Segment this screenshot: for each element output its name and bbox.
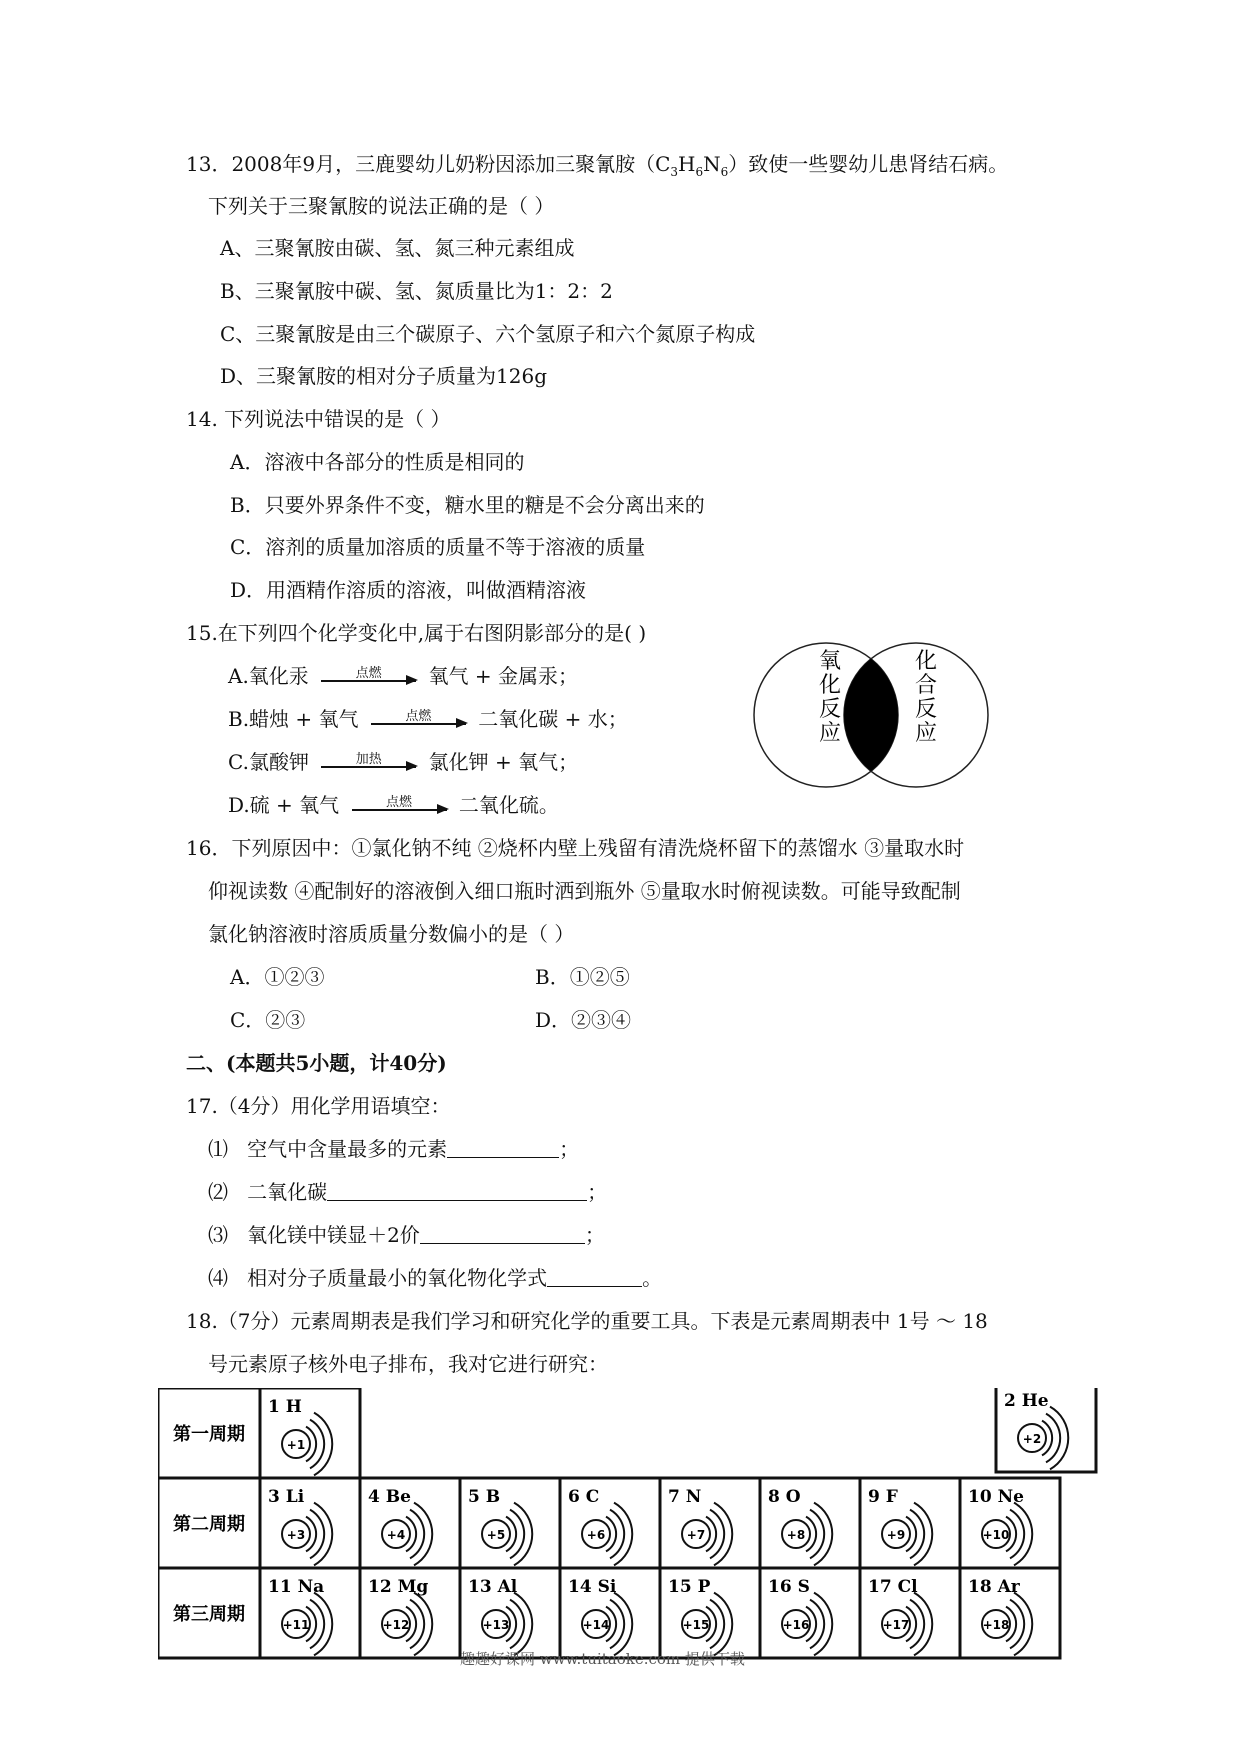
electron-shell-arc <box>906 1517 916 1552</box>
q15-option-b <box>228 705 628 733</box>
q17-end: ； <box>584 1223 605 1247</box>
electron-shell-arc <box>306 1517 316 1552</box>
element-cell <box>768 1577 832 1655</box>
element-cell <box>868 1487 932 1565</box>
q17-end: 。 <box>642 1266 663 1290</box>
element-symbol: 14 Si <box>568 1577 617 1597</box>
electron-shell-arc <box>406 1517 416 1552</box>
nuclear-charge: +18 <box>982 1618 1010 1632</box>
electron-shell-arc <box>706 1517 716 1552</box>
period-label: 第三周期 <box>173 1604 245 1625</box>
q15-a-right: 氧气 + 金属汞； <box>428 664 579 688</box>
nuclear-charge: +17 <box>882 1618 910 1632</box>
nuclear-charge: +2 <box>1022 1432 1042 1446</box>
element-cell <box>868 1577 932 1655</box>
element-symbol: 10 Ne <box>968 1487 1024 1507</box>
answer-blank[interactable] <box>420 1223 585 1244</box>
element-cell <box>568 1577 632 1655</box>
q15-option-c <box>228 748 578 776</box>
reaction-arrow <box>321 751 416 768</box>
q13-option-a: A、三聚氰胺由碳、氢、氮三种元素组成 <box>220 236 575 260</box>
q14-option-c: C．溶剂的质量加溶质的质量不等于溶液的质量 <box>230 535 646 559</box>
q16-line1: 16．下列原因中：①氯化钠不纯 ②烧杯内壁上残留有清洗烧杯留下的蒸馏水 ③量取水时 <box>186 836 965 860</box>
period-label: 第二周期 <box>173 1514 245 1535</box>
venn-left-label: 氧化反应 <box>818 649 842 746</box>
element-symbol: 17 Cl <box>868 1577 918 1597</box>
q17-text: 氧化镁中镁显＋2价 <box>247 1223 420 1247</box>
nuclear-charge: +1 <box>286 1438 306 1452</box>
nuclear-charge: +13 <box>482 1618 510 1632</box>
nuclear-charge: +11 <box>282 1618 310 1632</box>
q16-line2: 仰视读数 ④配制好的溶液倒入细口瓶时洒到瓶外 ⑤量取水时俯视读数。可能导致配制 <box>208 879 961 903</box>
q15-b-left: B.蜡烛 + 氧气 <box>228 707 359 731</box>
answer-blank[interactable] <box>547 1266 642 1287</box>
element-symbol: 15 P <box>668 1577 711 1597</box>
element-symbol: 16 S <box>768 1577 810 1597</box>
q15-stem: 15.在下列四个化学变化中,属于右图阴影部分的是( ) <box>186 621 647 645</box>
q15-c-cond: 加热 <box>355 751 382 767</box>
q14-option-b: B．只要外界条件不变，糖水里的糖是不会分离出来的 <box>230 493 705 517</box>
section-heading: 二、(本题共5小题，计40分) <box>186 1051 447 1075</box>
q13-option-b: B、三聚氰胺中碳、氢、氮质量比为1：2：2 <box>220 279 613 303</box>
nuclear-charge: +4 <box>386 1528 406 1542</box>
element-cell <box>468 1577 532 1655</box>
q13-line1 <box>186 150 1008 186</box>
q13-option-c: C、三聚氰胺是由三个碳原子、六个氢原子和六个氮原子构成 <box>220 322 756 346</box>
element-symbol: 4 Be <box>368 1487 411 1507</box>
nuclear-charge: +7 <box>686 1528 706 1542</box>
q17-item-1 <box>208 1135 579 1163</box>
q17-num: ⑶ <box>208 1223 228 1247</box>
electron-shell-arc <box>306 1427 316 1462</box>
element-cell <box>268 1577 332 1655</box>
q15-option-a <box>228 662 578 690</box>
q16-line3: 氯化钠溶液时溶质质量分数偏小的是（ ） <box>208 922 575 946</box>
element-symbol: 13 Al <box>468 1577 518 1597</box>
q17-item-3 <box>208 1221 605 1249</box>
nuclear-charge: +8 <box>786 1528 806 1542</box>
q15-a-left: A.氧化汞 <box>228 664 309 688</box>
element-symbol: 11 Na <box>268 1577 325 1597</box>
element-cell <box>568 1487 632 1565</box>
q15-d-left: D.硫 + 氧气 <box>228 793 340 817</box>
q17-item-2 <box>208 1178 607 1206</box>
q16-option-c: C．②③ <box>230 1008 306 1032</box>
q16-option-a: A．①②③ <box>230 965 325 989</box>
footer-watermark: 趣趣好课网 www.tuitaoke.com 提供下载 <box>460 1650 745 1668</box>
answer-blank[interactable] <box>447 1137 559 1158</box>
q15-a-cond: 点燃 <box>355 665 382 681</box>
element-cell <box>768 1487 832 1565</box>
nuclear-charge: +10 <box>982 1528 1010 1542</box>
nuclear-charge: +15 <box>682 1618 710 1632</box>
q15-b-cond: 点燃 <box>405 708 432 724</box>
element-symbol: 3 Li <box>268 1487 305 1507</box>
q17-item-4 <box>208 1264 662 1292</box>
q17-stem: 17.（4分）用化学用语填空： <box>186 1094 451 1118</box>
q14-stem: 14. 下列说法中错误的是（ ） <box>186 407 451 431</box>
q15-d-cond: 点燃 <box>386 794 413 810</box>
q14-option-d: D．用酒精作溶质的溶液，叫做酒精溶液 <box>230 578 587 602</box>
q15-option-d <box>228 791 559 819</box>
q16-option-d: D．②③④ <box>535 1008 632 1032</box>
reaction-arrow <box>371 708 466 725</box>
nuclear-charge: +9 <box>886 1528 906 1542</box>
q16-option-b: B．①②⑤ <box>535 965 630 989</box>
element-symbol: 5 B <box>468 1487 501 1507</box>
reaction-arrow <box>321 665 416 682</box>
q17-end: ； <box>587 1180 608 1204</box>
element-cell <box>668 1577 732 1655</box>
q17-text: 二氧化碳 <box>247 1180 328 1204</box>
element-symbol: 18 Ar <box>968 1577 1020 1597</box>
element-symbol: 6 C <box>568 1487 600 1507</box>
q18-line2: 号元素原子核外电子排布，我对它进行研究： <box>208 1352 608 1376</box>
electron-shell-arc <box>606 1517 616 1552</box>
element-symbol: 9 F <box>868 1487 898 1507</box>
element-symbol: 2 He <box>1004 1391 1049 1411</box>
q13-line2: 下列关于三聚氰胺的说法正确的是（ ） <box>208 194 555 218</box>
nuclear-charge: +14 <box>582 1618 610 1632</box>
element-symbol: 7 N <box>668 1487 702 1507</box>
element-cell <box>268 1397 332 1475</box>
electron-shell-arc <box>506 1517 516 1552</box>
element-cell <box>368 1577 432 1655</box>
q14-option-a: A．溶液中各部分的性质是相同的 <box>230 450 525 474</box>
element-cell <box>268 1487 332 1565</box>
element-symbol: 1 H <box>268 1397 302 1417</box>
answer-blank[interactable] <box>327 1180 587 1201</box>
q13-text-a: 13．2008年9月，三鹿婴幼儿奶粉因添加三聚氰胺$(C_3H_6N_6)$致使一些婴幼儿患肾结石病。 <box>186 152 1009 179</box>
q17-num: ⑷ <box>208 1266 228 1290</box>
element-cell <box>668 1487 732 1565</box>
element-symbol: 8 O <box>768 1487 801 1507</box>
period-label: 第一周期 <box>173 1424 245 1445</box>
venn-diagram <box>748 640 998 790</box>
electron-shell-arc <box>806 1517 816 1552</box>
element-cell <box>368 1487 432 1565</box>
q17-end: ； <box>559 1137 580 1161</box>
electron-shell-arc <box>1042 1421 1052 1456</box>
nuclear-charge: +16 <box>782 1618 810 1632</box>
element-cell <box>968 1577 1032 1655</box>
element-cell <box>1004 1391 1068 1469</box>
q17-text: 空气中含量最多的元素 <box>247 1137 448 1161</box>
nuclear-charge: +5 <box>486 1528 506 1542</box>
element-cell <box>468 1487 532 1565</box>
q18-line1: 18.（7分）元素周期表是我们学习和研究化学的重要工具。下表是元素周期表中 1号 ～ 18 <box>186 1309 988 1333</box>
nuclear-charge: +12 <box>382 1618 410 1632</box>
reaction-arrow <box>352 794 447 811</box>
periodic-table <box>158 1388 1106 1660</box>
q17-text: 相对分子质量最小的氧化物化学式 <box>247 1266 548 1290</box>
element-symbol: 12 Mg <box>368 1577 429 1597</box>
q15-b-right: 二氧化碳 + 水； <box>478 707 628 731</box>
q15-c-left: C.氯酸钾 <box>228 750 309 774</box>
element-cell <box>968 1487 1032 1565</box>
nuclear-charge: +6 <box>586 1528 606 1542</box>
q13-option-d: D、三聚氰胺的相对分子质量为126g <box>220 364 548 388</box>
q15-d-right: 二氧化硫。 <box>458 793 559 817</box>
q15-c-right: 氯化钾 + 氧气； <box>428 750 579 774</box>
nuclear-charge: +3 <box>286 1528 306 1542</box>
q17-num: ⑴ <box>208 1137 228 1161</box>
venn-right-label: 化合反应 <box>914 649 938 746</box>
q17-num: ⑵ <box>208 1180 228 1204</box>
